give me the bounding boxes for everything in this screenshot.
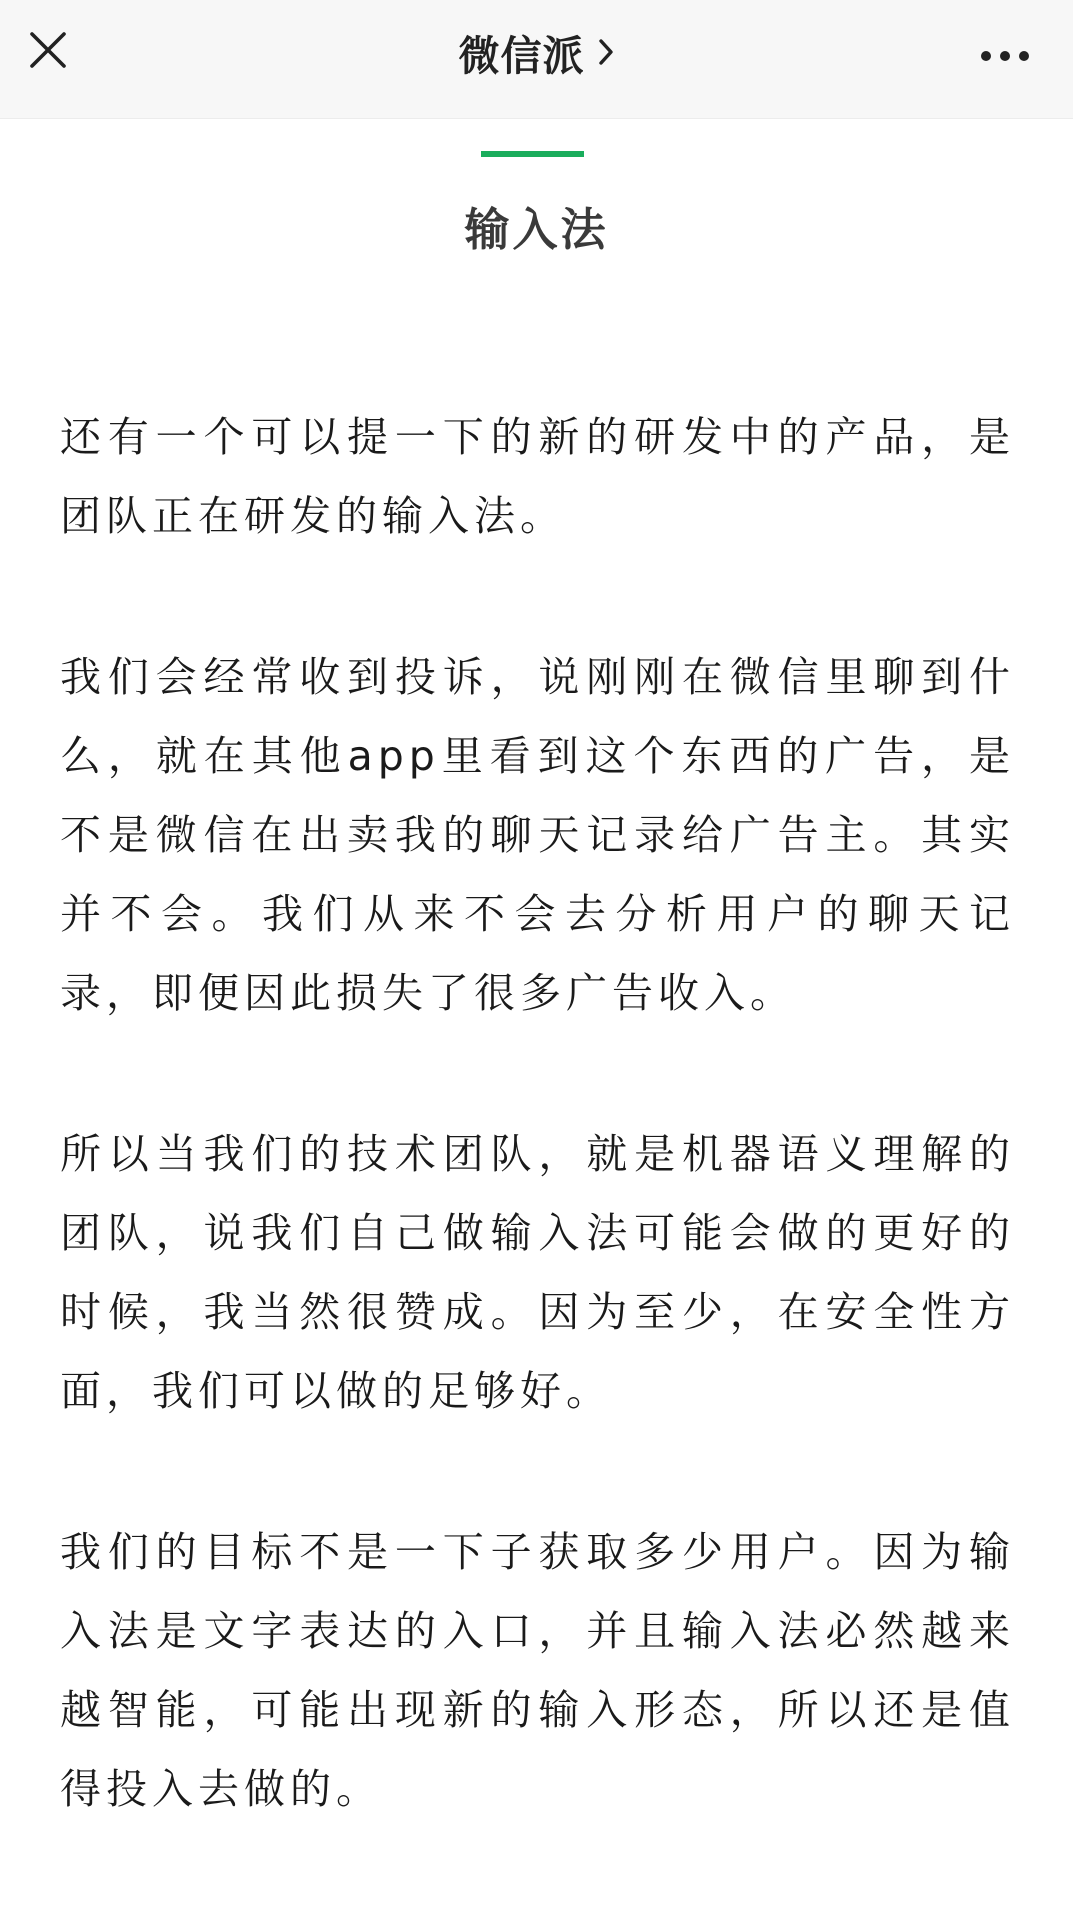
- chevron-right-icon: [597, 37, 615, 67]
- top-nav-bar: [0, 0, 1073, 119]
- section-heading: 输入法: [464, 203, 609, 256]
- account-title-link[interactable]: [0, 22, 1073, 82]
- account-name: 微信派: [458, 31, 585, 80]
- article-paragraph: 所以当我们的技术团队，就是机器语义理解的团队，说我们自己做输入法可能会做的更好的时候，我当然很赞成。因为至少，在安全性方面，我们可以做的足够好。: [60, 1130, 1015, 1415]
- article-paragraph: 我们的目标不是一下子获取多少用户。因为输入法是文字表达的入口，并且输入法必然越来越智能，可能出现新的输入形态，所以还是值得投入去做的。: [60, 1528, 1015, 1813]
- section-accent-bar: [481, 151, 584, 157]
- more-options-button[interactable]: [975, 30, 1035, 82]
- more-horizontal-icon: [980, 50, 1030, 62]
- article-paragraph: 还有一个可以提一下的新的研发中的产品，是团队正在研发的输入法。: [60, 413, 1015, 540]
- article-body: [60, 398, 1015, 1911]
- article-paragraph: 我们会经常收到投诉，说刚刚在微信里聊到什么，就在其他app里看到这个东西的广告，是不是微信在出卖我的聊天记录给广告主。其实并不会。我们从来不会去分析用户的聊天记录，即便因此损失了很多广告收入。: [60, 653, 1015, 1017]
